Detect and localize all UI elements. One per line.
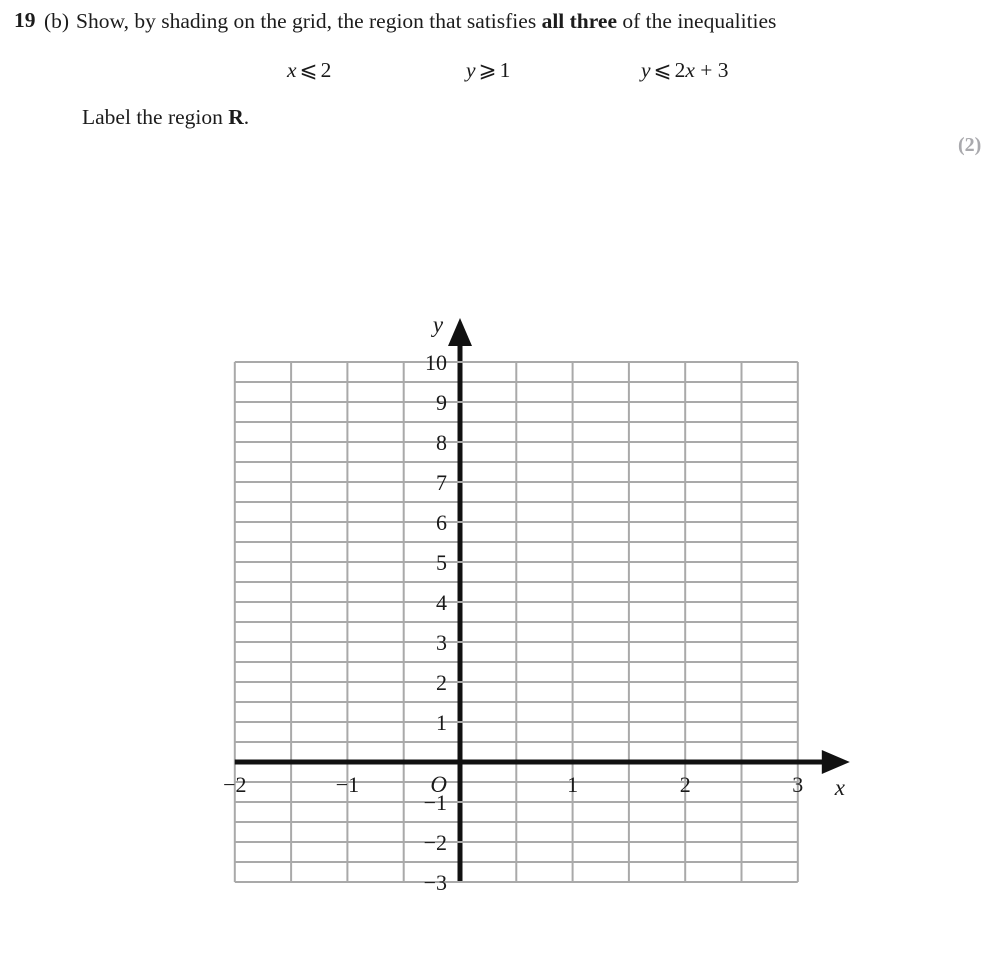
x-axis-tick-label: −1 <box>335 772 360 797</box>
y-axis-label: y <box>432 312 444 337</box>
question-part-label: (b) <box>44 9 70 33</box>
x-axis-tick-label: 2 <box>679 772 691 797</box>
y-axis-tick-label: 2 <box>436 670 447 695</box>
question-stem-before: Show, by shading on the grid, the region that satisfies <box>76 9 542 33</box>
x-axis-tick-label: 1 <box>567 772 579 797</box>
inequality-3-rhs-var: x <box>685 58 695 82</box>
y-axis-tick-label: 5 <box>436 550 447 575</box>
question-stem <box>76 11 776 33</box>
x-axis-tick-label: −2 <box>223 772 247 797</box>
x-axis-tick-label: 3 <box>792 772 804 797</box>
inequality-2-relation: ⩾ <box>478 58 497 82</box>
inequality-3 <box>641 60 729 82</box>
label-region-period: . <box>243 105 250 129</box>
x-axis-label: x <box>834 775 845 800</box>
y-axis-tick-label: 10 <box>425 350 447 375</box>
y-axis-tick-label: −1 <box>423 790 447 815</box>
inequality-2 <box>466 60 510 82</box>
y-axis-arrowhead <box>448 318 472 346</box>
inequality-3-rhs-coef: 2 <box>674 58 686 82</box>
x-axis-arrowhead <box>822 750 850 774</box>
y-axis-tick-label: 4 <box>436 590 447 615</box>
inequality-1-rhs: 2 <box>320 58 332 82</box>
inequality-2-rhs: 1 <box>499 58 511 82</box>
y-axis-tick-label: 9 <box>436 390 447 415</box>
inequality-3-rhs-tail: + 3 <box>694 58 729 82</box>
y-axis-tick-label: 1 <box>436 710 447 735</box>
marks-allocation: (2) <box>958 134 982 156</box>
inequality-1-lhs: x <box>287 58 297 82</box>
inequality-2-lhs: y <box>466 58 476 82</box>
question-stem-after: of the inequalities <box>617 9 777 33</box>
y-axis-tick-label: −3 <box>423 870 447 895</box>
y-axis-tick-label: 6 <box>436 510 447 535</box>
y-axis-tick-label: 8 <box>436 430 447 455</box>
question-stem-emphasis: all three <box>541 9 618 33</box>
inequality-1-relation: ⩽ <box>299 58 318 82</box>
inequality-3-relation: ⩽ <box>653 58 672 82</box>
question-number: 19 <box>14 8 36 32</box>
y-axis-tick-label: 3 <box>436 630 447 655</box>
graph-svg[interactable] <box>0 150 1000 963</box>
y-axis-tick-label: −2 <box>423 830 447 855</box>
grid-lines-minor <box>235 362 798 882</box>
inequality-1 <box>287 60 331 82</box>
label-region-instruction <box>82 107 249 129</box>
label-region-text: Label the region <box>82 105 229 129</box>
inequality-3-lhs: y <box>641 58 651 82</box>
coordinate-grid[interactable] <box>0 150 1000 963</box>
region-letter: R <box>228 105 244 129</box>
origin-label: O <box>430 772 447 797</box>
y-axis-tick-label: 7 <box>436 470 447 495</box>
